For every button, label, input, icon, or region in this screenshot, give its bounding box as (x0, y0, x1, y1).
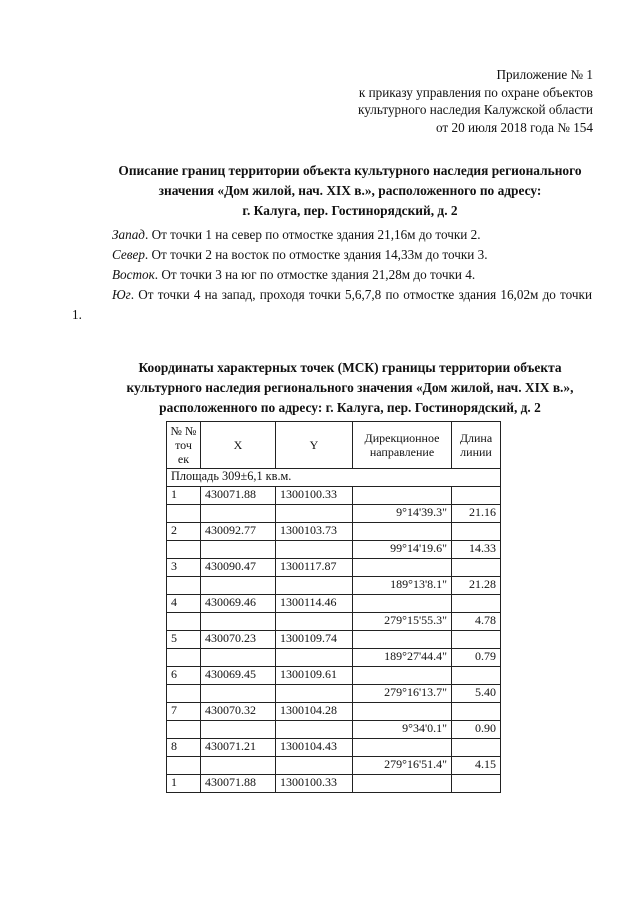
appendix-line: Приложение № 1 (496, 67, 593, 82)
x-coordinate (201, 757, 276, 775)
point-number: 8 (167, 739, 201, 757)
title-line: культурного наследия регионального значения «Дом жилой, нач. XIX в.», (126, 380, 574, 395)
header-length: Длина линии (452, 422, 501, 469)
line-length (452, 703, 501, 721)
direction-angle: 9°34'0.1" (353, 721, 452, 739)
point-number: 3 (167, 559, 201, 577)
line-length (452, 487, 501, 505)
table-header-row (167, 422, 501, 469)
point-number: 4 (167, 595, 201, 613)
line-length: 21.28 (452, 577, 501, 595)
description-paragraph: Запад. От точки 1 на север по отмостке здания 21,16м до точки 2. (112, 227, 481, 242)
direction-angle: 279°16'51.4" (353, 757, 452, 775)
description-paragraph: Север. От точки 2 на восток по отмостке здания 14,33м до точки 3. (112, 247, 488, 262)
coordinates-title (60, 358, 639, 418)
direction-angle: 279°15'55.3" (353, 613, 452, 631)
point-number: 1 (167, 487, 201, 505)
y-coordinate: 1300104.28 (276, 703, 353, 721)
point-number (167, 721, 201, 739)
x-coordinate: 430069.46 (201, 595, 276, 613)
table-row (167, 613, 501, 631)
y-coordinate: 1300109.61 (276, 667, 353, 685)
point-number (167, 613, 201, 631)
x-coordinate: 430071.21 (201, 739, 276, 757)
appendix-line: от 20 июля 2018 года № 154 (436, 119, 593, 135)
line-length (452, 667, 501, 685)
y-coordinate: 1300104.43 (276, 739, 353, 757)
y-coordinate (276, 721, 353, 739)
line-length: 5.40 (452, 685, 501, 703)
direction-angle (353, 775, 452, 793)
description-paragraph: Восток. От точки 3 на юг по отмостке здания 21,28м до точки 4. (112, 267, 476, 282)
y-coordinate: 1300103.73 (276, 523, 353, 541)
x-coordinate (201, 685, 276, 703)
y-coordinate (276, 649, 353, 667)
line-length: 21.16 (452, 505, 501, 523)
title-line: Координаты характерных точек (МСК) границы территории объекта (138, 360, 562, 375)
direction-label: Север (112, 247, 145, 262)
x-coordinate: 430070.23 (201, 631, 276, 649)
x-coordinate (201, 505, 276, 523)
x-coordinate (201, 649, 276, 667)
direction-angle: 189°27'44.4" (353, 649, 452, 667)
description-text: От точки 1 на север по отмостке здания 21,16м до точки 2. (148, 227, 481, 242)
direction-angle (353, 631, 452, 649)
y-coordinate (276, 541, 353, 559)
table-row (167, 559, 501, 577)
table-row (167, 775, 501, 793)
x-coordinate: 430070.32 (201, 703, 276, 721)
direction-angle (353, 523, 452, 541)
direction-label: Восток (112, 267, 155, 282)
title-line: расположенного по адресу: г. Калуга, пер. Гостинорядский, д. 2 (159, 400, 541, 415)
x-coordinate: 430071.88 (201, 487, 276, 505)
boundary-description-title (60, 161, 639, 221)
y-coordinate (276, 577, 353, 595)
point-number: 2 (167, 523, 201, 541)
description-text: От точки 3 на юг по отмостке здания 21,28м до точки 4. (158, 267, 476, 282)
title-line: значения «Дом жилой, нач. XIX в.», расположенного по адресу: (158, 183, 542, 198)
description-paragraph: Юг. От точки 4 на запад, проходя точки 5,6,7,8 по отмостке здания 16,02м до точки 1. (72, 287, 592, 322)
direction-angle (353, 595, 452, 613)
y-coordinate: 1300114.46 (276, 595, 353, 613)
line-length: 0.79 (452, 649, 501, 667)
x-coordinate (201, 613, 276, 631)
point-number (167, 541, 201, 559)
direction-angle: 189°13'8.1" (353, 577, 452, 595)
coordinates-table (166, 421, 501, 793)
table-row (167, 667, 501, 685)
x-coordinate (201, 721, 276, 739)
line-length (452, 559, 501, 577)
header-y: Y (276, 422, 353, 469)
y-coordinate: 1300109.74 (276, 631, 353, 649)
header-x: X (201, 422, 276, 469)
table-row (167, 577, 501, 595)
table-row (167, 541, 501, 559)
appendix-line: к приказу управления по охране объектов (358, 84, 593, 100)
y-coordinate (276, 757, 353, 775)
x-coordinate: 430092.77 (201, 523, 276, 541)
table-row (167, 739, 501, 757)
table-row (167, 595, 501, 613)
direction-angle (353, 703, 452, 721)
x-coordinate: 430071.88 (201, 775, 276, 793)
direction-angle: 279°16'13.7" (353, 685, 452, 703)
boundary-description (72, 225, 592, 325)
appendix-line: культурного наследия Калужской области (358, 102, 593, 117)
y-coordinate (276, 613, 353, 631)
table-row (167, 523, 501, 541)
table-row (167, 487, 501, 505)
point-number: 1 (167, 775, 201, 793)
direction-angle (353, 667, 452, 685)
table-row (167, 649, 501, 667)
line-length (452, 631, 501, 649)
direction-angle: 99°14'19.6" (353, 541, 452, 559)
title-line: Описание границ территории объекта культурного наследия регионального (118, 163, 582, 178)
area-value: Площадь 309±6,1 кв.м. (167, 469, 501, 487)
header-direction: Дирекционное направление (353, 422, 452, 469)
line-length: 14.33 (452, 541, 501, 559)
y-coordinate: 1300100.33 (276, 775, 353, 793)
y-coordinate (276, 505, 353, 523)
point-number: 5 (167, 631, 201, 649)
description-text: От точки 2 на восток по отмостке здания 14,33м до точки 3. (148, 247, 488, 262)
x-coordinate: 430090.47 (201, 559, 276, 577)
line-length: 0.90 (452, 721, 501, 739)
point-number: 6 (167, 667, 201, 685)
line-length: 4.78 (452, 613, 501, 631)
point-number (167, 757, 201, 775)
table-row (167, 703, 501, 721)
y-coordinate: 1300117.87 (276, 559, 353, 577)
point-number (167, 649, 201, 667)
area-row (167, 469, 501, 487)
table-row (167, 505, 501, 523)
x-coordinate: 430069.45 (201, 667, 276, 685)
direction-angle (353, 739, 452, 757)
line-length (452, 775, 501, 793)
table-row (167, 685, 501, 703)
direction-angle (353, 487, 452, 505)
point-number (167, 577, 201, 595)
point-number: 7 (167, 703, 201, 721)
point-number (167, 685, 201, 703)
direction-angle: 9°14'39.3" (353, 505, 452, 523)
table-row (167, 721, 501, 739)
appendix-header (358, 66, 593, 136)
header-point-number: № № точ ек (167, 422, 201, 469)
y-coordinate: 1300100.33 (276, 487, 353, 505)
title-line: г. Калуга, пер. Гостинорядский, д. 2 (242, 203, 458, 218)
line-length (452, 523, 501, 541)
y-coordinate (276, 685, 353, 703)
line-length: 4.15 (452, 757, 501, 775)
description-text: От точки 4 на запад, проходя точки 5,6,7,8 по отмостке здания 16,02м до точки 1. (72, 287, 592, 322)
direction-label: Запад (112, 227, 145, 242)
table-row (167, 757, 501, 775)
line-length (452, 595, 501, 613)
point-number (167, 505, 201, 523)
x-coordinate (201, 577, 276, 595)
line-length (452, 739, 501, 757)
direction-label: Юг (112, 287, 131, 302)
x-coordinate (201, 541, 276, 559)
direction-angle (353, 559, 452, 577)
table-row (167, 631, 501, 649)
